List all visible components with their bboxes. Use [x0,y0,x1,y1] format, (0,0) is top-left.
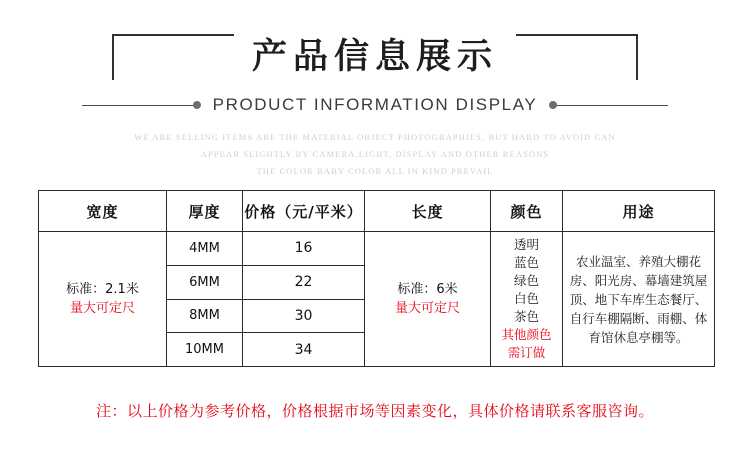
title-rule-right [516,34,638,80]
dot-icon [193,101,201,109]
cell-price: 22 [243,265,365,299]
cell-thickness: 8MM [167,299,243,333]
table-header-row [39,191,715,232]
cell-colors [491,232,563,367]
fineprint-line-2: APPEAR SLIGHTLY BY CAMERA,LIGHT, DISPLAY AND OTHER REASONS [200,149,550,159]
cell-width [39,232,167,367]
title-row [0,26,750,88]
col-header-width: 宽度 [39,191,167,232]
subtitle-row [0,90,750,120]
fineprint-block [0,129,750,180]
fineprint-line-3: THE COLOR BABY COLOR ALL IN KIND PREVAIL [256,166,494,176]
width-standard: 标准：2.1米 [66,282,139,297]
title-rule-left [112,34,234,80]
dot-icon [549,101,557,109]
cell-thickness: 4MM [167,232,243,266]
cell-usage: 农业温室、养殖大棚花房、阳光房、幕墙建筑屋顶、地下车库生态餐厅、自行车棚隔断、雨棚、体育馆休息亭棚等。 [563,232,715,367]
spec-table [38,190,715,367]
length-custom-note: 量大可定尺 [394,301,460,316]
width-custom-note: 量大可定尺 [69,301,135,316]
color-note-line-2: 需订做 [507,345,546,360]
length-standard: 标准：6米 [397,282,458,297]
color-item: 透明 [513,237,539,252]
color-item: 绿色 [513,273,539,288]
subtitle-line-right [553,105,668,106]
color-item: 茶色 [513,309,539,324]
fineprint-line-1: WE ARE SELLING ITEMS ARE THE MATERIAL OBJECT PHOTOGRAPHIES, BUT HARD TO AVOID CAN [134,132,616,142]
spec-table-wrapper [38,190,714,367]
col-header-color: 颜色 [491,191,563,232]
cell-price: 34 [243,333,365,367]
color-item: 白色 [513,291,539,306]
color-note-line-1: 其他颜色 [501,327,552,342]
page-subtitle: PRODUCT INFORMATION DISPLAY [212,95,538,114]
table-row [39,232,715,266]
cell-price: 30 [243,299,365,333]
page-title: 产品信息展示 [251,37,498,77]
col-header-usage: 用途 [563,191,715,232]
page-header [0,0,750,175]
subtitle-line-left [82,105,197,106]
footer-note: 注：以上价格为参考价格，价格根据市场等因素变化，具体价格请联系客服咨询。 [95,402,654,420]
cell-thickness: 6MM [167,265,243,299]
cell-thickness: 10MM [167,333,243,367]
cell-length [365,232,491,367]
color-item: 蓝色 [513,255,539,270]
col-header-thickness: 厚度 [167,191,243,232]
cell-price: 16 [243,232,365,266]
col-header-price: 价格（元/平米） [243,191,365,232]
col-header-length: 长度 [365,191,491,232]
